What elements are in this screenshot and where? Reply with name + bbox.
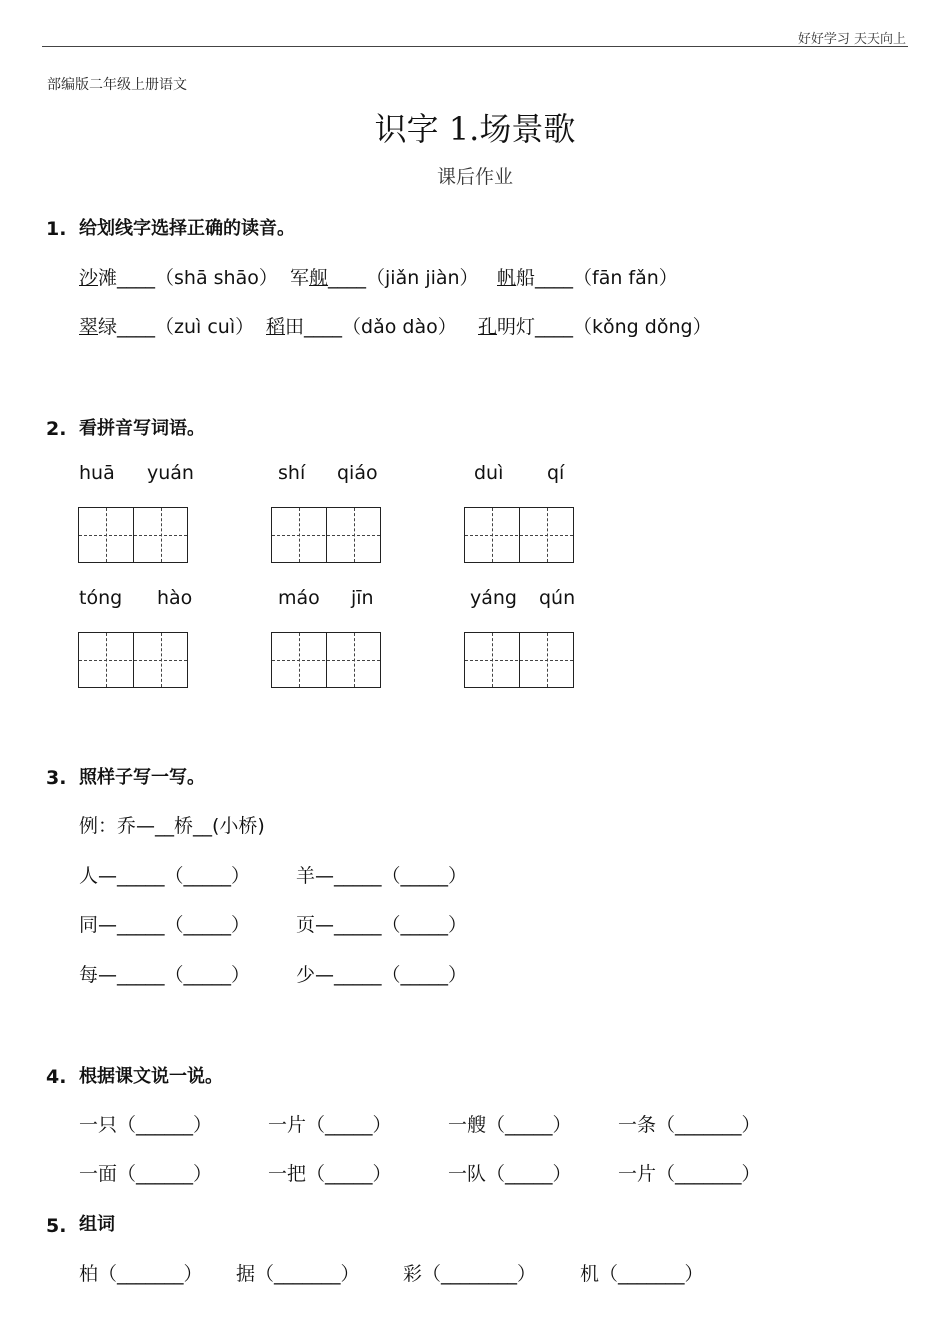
pinyin: duì bbox=[474, 462, 504, 484]
pinyin: hào bbox=[157, 587, 193, 609]
q5-item: 柏（_______） bbox=[79, 1263, 203, 1285]
q5-title: 组词 bbox=[79, 1214, 115, 1235]
q4-item: 一片（_______） bbox=[618, 1163, 761, 1185]
pinyin: qún bbox=[539, 587, 576, 609]
q2-number: 2. bbox=[46, 418, 67, 440]
q4-item: 一把（_____） bbox=[268, 1163, 392, 1185]
q1-item: 军舰____（jiǎn jiàn） bbox=[290, 267, 479, 289]
pinyin: qiáo bbox=[337, 462, 378, 484]
q4-number: 4. bbox=[46, 1066, 67, 1088]
writing-grid[interactable] bbox=[464, 632, 574, 688]
q1-item: 帆船____（fān fǎn） bbox=[497, 267, 678, 289]
q2-title: 看拼音写词语。 bbox=[79, 418, 205, 439]
pinyin: tóng bbox=[79, 587, 123, 609]
pinyin: yuán bbox=[147, 462, 194, 484]
page-title: 识字 1.场景歌 bbox=[374, 110, 576, 148]
q3-item: 羊—_____（_____） bbox=[296, 865, 468, 887]
writing-grid[interactable] bbox=[271, 632, 381, 688]
writing-grid[interactable] bbox=[78, 507, 188, 563]
q3-item: 每—_____（_____） bbox=[79, 964, 251, 986]
writing-grid[interactable] bbox=[78, 632, 188, 688]
pinyin: máo bbox=[278, 587, 320, 609]
q4-title: 根据课文说一说。 bbox=[79, 1066, 223, 1087]
q4-item: 一只（______） bbox=[79, 1114, 213, 1136]
q3-item: 页—_____（_____） bbox=[296, 914, 468, 936]
q5-number: 5. bbox=[46, 1215, 67, 1237]
q4-item: 一片（_____） bbox=[268, 1114, 392, 1136]
grade-label: 部编版二年级上册语文 bbox=[47, 77, 187, 93]
writing-grid[interactable] bbox=[464, 507, 574, 563]
q1-item: 沙滩____（shā shāo） bbox=[79, 267, 278, 289]
q3-example: 例：乔—__桥__(小桥) bbox=[79, 815, 265, 837]
q1-title: 给划线字选择正确的读音。 bbox=[79, 218, 295, 239]
page-subtitle: 课后作业 bbox=[436, 166, 513, 188]
pinyin: huā bbox=[79, 462, 115, 484]
pinyin: qí bbox=[547, 462, 565, 484]
q1-number: 1. bbox=[46, 218, 67, 240]
pinyin: yáng bbox=[470, 587, 517, 609]
q4-item: 一艘（_____） bbox=[448, 1114, 572, 1136]
q4-item: 一队（_____） bbox=[448, 1163, 572, 1185]
q3-item: 人—_____（_____） bbox=[79, 865, 251, 887]
q1-item: 翠绿____（zuì cuì） bbox=[79, 316, 255, 338]
q3-item: 同—_____（_____） bbox=[79, 914, 251, 936]
q1-item: 孔明灯____（kǒng dǒng） bbox=[478, 316, 712, 338]
pinyin: jīn bbox=[351, 587, 374, 609]
q5-item: 彩（________） bbox=[403, 1263, 537, 1285]
pinyin: shí bbox=[278, 462, 306, 484]
q3-item: 少—_____（_____） bbox=[296, 964, 468, 986]
writing-grid[interactable] bbox=[271, 507, 381, 563]
q4-item: 一条（_______） bbox=[618, 1114, 761, 1136]
q5-item: 机（_______） bbox=[580, 1263, 704, 1285]
q1-item: 稻田____（dǎo dào） bbox=[266, 316, 457, 338]
q3-number: 3. bbox=[46, 767, 67, 789]
q5-item: 据（_______） bbox=[236, 1263, 360, 1285]
header-divider bbox=[42, 46, 908, 47]
q3-title: 照样子写一写。 bbox=[79, 767, 205, 788]
q4-item: 一面（______） bbox=[79, 1163, 213, 1185]
header-motto: 好好学习 天天向上 bbox=[797, 32, 906, 47]
